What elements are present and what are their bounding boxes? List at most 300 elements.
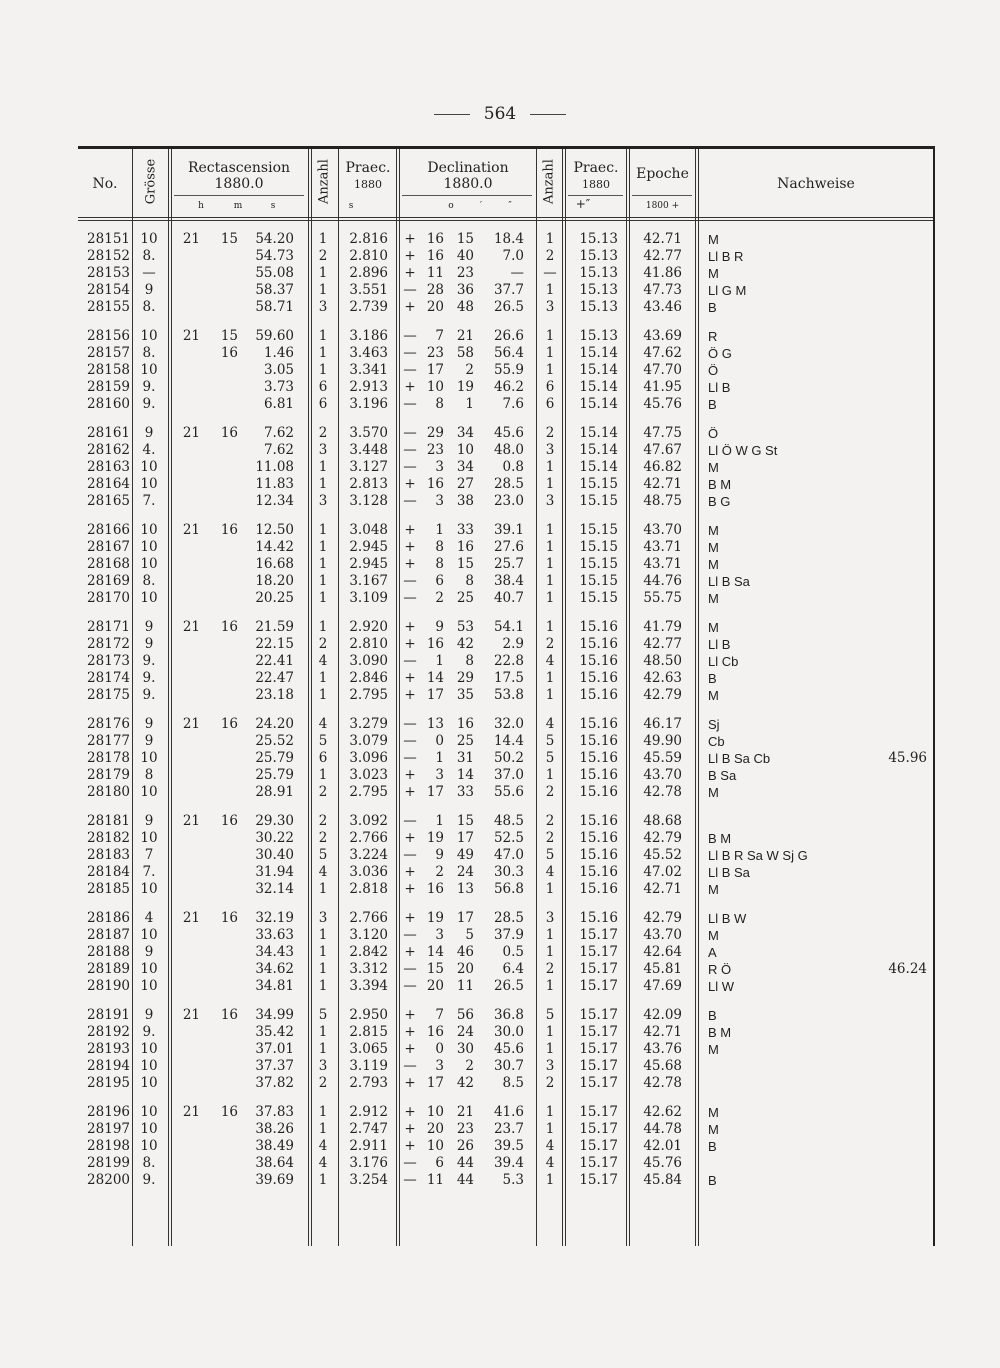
cell-n2: 5 [545, 733, 555, 749]
cell-prd: 15.15 [579, 539, 618, 555]
cell-ep: 42.77 [643, 248, 682, 264]
cell-prd: 15.14 [579, 345, 618, 361]
cell-ds: 56.4 [493, 345, 524, 361]
cell-m: 16 [220, 619, 238, 635]
cell-ds: 54.1 [493, 619, 524, 635]
cell-m: 16 [220, 345, 238, 361]
cell-ep: 49.90 [643, 733, 682, 749]
cell-n2: 5 [545, 1007, 555, 1023]
cell-sg: + [404, 881, 416, 897]
cell-s: 58.37 [255, 282, 294, 298]
cell-no: 28159 [87, 379, 130, 395]
cell-pra: 3.570 [349, 425, 388, 441]
cell-n2: 2 [545, 830, 555, 846]
cell-s: 38.49 [255, 1138, 294, 1154]
cell-ds: 14.4 [493, 733, 524, 749]
cell-d: 16 [426, 231, 444, 247]
cell-n1: 3 [318, 442, 328, 458]
cell-pra: 3.448 [349, 442, 388, 458]
cell-gr: 9 [144, 282, 154, 298]
cell-sg: — [403, 733, 417, 749]
cell-dm: 58 [456, 345, 474, 361]
cell-pra: 3.463 [349, 345, 388, 361]
header-praec2-year: 1880 [582, 178, 610, 191]
cell-ds: — [510, 265, 524, 281]
cell-nw: Ll B Sa [708, 574, 750, 589]
header-anzahl2: Anzahl [541, 159, 557, 204]
cell-n2: 1 [545, 1121, 555, 1137]
table-row [78, 767, 933, 784]
table-row [78, 1058, 933, 1075]
table-row [78, 1075, 933, 1092]
cell-prd: 15.16 [579, 670, 618, 686]
cell-dm: 21 [456, 1104, 474, 1120]
cell-ep: 42.09 [643, 1007, 682, 1023]
table-row [78, 590, 933, 607]
cell-d: 1 [435, 813, 444, 829]
cell-nw: M [708, 688, 719, 703]
cell-side-value: 46.24 [888, 961, 927, 977]
cell-n1: 6 [318, 379, 328, 395]
cell-s: 23.18 [255, 687, 294, 703]
row-group [78, 522, 933, 607]
cell-gr: 9. [142, 396, 156, 412]
cell-nw: Sj [708, 717, 720, 732]
cell-prd: 15.13 [579, 248, 618, 264]
cell-ds: 40.7 [493, 590, 524, 606]
page-number-dash-right [530, 114, 566, 115]
cell-sg: + [404, 944, 416, 960]
cell-nw: Ö G [708, 346, 732, 361]
cell-nw: Ö [708, 363, 719, 378]
cell-pra: 2.795 [349, 687, 388, 703]
cell-ep: 45.76 [643, 396, 682, 412]
cell-gr: 10 [140, 961, 158, 977]
cell-n1: 4 [318, 653, 328, 669]
cell-n1: 5 [318, 847, 328, 863]
cell-d: 3 [435, 767, 444, 783]
cell-s: 25.52 [255, 733, 294, 749]
cell-no: 28172 [87, 636, 130, 652]
table-row [78, 345, 933, 362]
cell-n2: 1 [545, 767, 555, 783]
cell-nw: M [708, 620, 719, 635]
cell-pra: 2.896 [349, 265, 388, 281]
cell-nw: A [708, 945, 717, 960]
cell-dm: 26 [456, 1138, 474, 1154]
cell-dm: 25 [456, 590, 474, 606]
cell-no: 28188 [87, 944, 130, 960]
cell-ds: 6.4 [502, 961, 524, 977]
cell-d: 13 [426, 716, 444, 732]
cell-dm: 36 [456, 282, 474, 298]
cell-sg: — [403, 573, 417, 589]
table-row [78, 961, 933, 978]
cell-n1: 1 [318, 231, 328, 247]
table-row [78, 944, 933, 961]
cell-pra: 3.023 [349, 767, 388, 783]
cell-h: 21 [182, 522, 200, 538]
cell-s: 30.22 [255, 830, 294, 846]
cell-ds: 37.7 [493, 282, 524, 298]
cell-dm: 15 [456, 231, 474, 247]
cell-n1: 4 [318, 716, 328, 732]
cell-side-value: 45.96 [888, 750, 927, 766]
cell-nw: M [708, 266, 719, 281]
cell-n2: 1 [545, 282, 555, 298]
cell-n1: 1 [318, 556, 328, 572]
cell-s: 54.73 [255, 248, 294, 264]
cell-prd: 15.16 [579, 784, 618, 800]
cell-gr: 10 [140, 556, 158, 572]
cell-n1: 3 [318, 493, 328, 509]
cell-ep: 42.77 [643, 636, 682, 652]
table-row [78, 573, 933, 590]
cell-ds: 30.3 [493, 864, 524, 880]
cell-ds: 26.5 [493, 978, 524, 994]
cell-d: 3 [435, 459, 444, 475]
cell-pra: 3.254 [349, 1172, 388, 1188]
cell-s: 28.91 [255, 784, 294, 800]
cell-nw: B M [708, 477, 732, 492]
cell-dm: 15 [456, 813, 474, 829]
cell-n1: 1 [318, 978, 328, 994]
cell-sg: — [403, 1058, 417, 1074]
cell-gr: 10 [140, 784, 158, 800]
cell-prd: 15.13 [579, 265, 618, 281]
cell-gr: 9 [144, 944, 154, 960]
cell-s: 59.60 [255, 328, 294, 344]
cell-sg: — [403, 590, 417, 606]
cell-n2: 1 [545, 345, 555, 361]
cell-nw: Ll B Sa [708, 865, 750, 880]
cell-ds: 7.0 [502, 248, 524, 264]
cell-ep: 41.95 [643, 379, 682, 395]
cell-dm: 27 [456, 476, 474, 492]
cell-pra: 2.950 [349, 1007, 388, 1023]
cell-nw: B [708, 397, 717, 412]
cell-no: 28170 [87, 590, 130, 606]
cell-s: 25.79 [255, 750, 294, 766]
cell-pra: 3.036 [349, 864, 388, 880]
cell-gr: 9 [144, 636, 154, 652]
cell-pra: 2.766 [349, 830, 388, 846]
header-praec2-unit: +″ [575, 197, 591, 211]
cell-nw: B M [708, 1025, 732, 1040]
cell-ep: 42.62 [643, 1104, 682, 1120]
cell-nw: Ll B W [708, 911, 747, 926]
cell-ep: 42.79 [643, 910, 682, 926]
cell-gr: 8 [144, 767, 154, 783]
cell-m: 15 [220, 231, 238, 247]
cell-nw: M [708, 591, 719, 606]
cell-ds: 38.4 [493, 573, 524, 589]
table-row [78, 653, 933, 670]
cell-prd: 15.16 [579, 653, 618, 669]
cell-nw: Ll G M [708, 283, 747, 298]
cell-ep: 46.17 [643, 716, 682, 732]
cell-d: 19 [426, 910, 444, 926]
cell-s: 20.25 [255, 590, 294, 606]
cell-pra: 3.065 [349, 1041, 388, 1057]
table-row [78, 864, 933, 881]
cell-no: 28197 [87, 1121, 130, 1137]
cell-gr: 8. [142, 299, 156, 315]
cell-d: 2 [435, 590, 444, 606]
cell-ds: 7.6 [502, 396, 524, 412]
cell-dm: 42 [456, 636, 474, 652]
cell-n2: 2 [545, 961, 555, 977]
table-row [78, 362, 933, 379]
cell-sg: — [403, 442, 417, 458]
cell-n1: 4 [318, 1155, 328, 1171]
cell-n1: 2 [318, 1075, 328, 1091]
cell-dm: 40 [456, 248, 474, 264]
cell-dm: 1 [465, 396, 474, 412]
cell-dm: 24 [456, 864, 474, 880]
cell-gr: 10 [140, 1041, 158, 1057]
cell-ds: 28.5 [493, 476, 524, 492]
cell-pra: 2.766 [349, 910, 388, 926]
cell-n2: 3 [545, 910, 555, 926]
cell-n2: 3 [545, 442, 555, 458]
cell-n1: 1 [318, 328, 328, 344]
cell-ep: 41.86 [643, 265, 682, 281]
cell-gr: 10 [140, 1075, 158, 1091]
cell-dm: 44 [456, 1172, 474, 1188]
cell-pra: 2.810 [349, 636, 388, 652]
cell-pra: 2.945 [349, 556, 388, 572]
cell-n2: 4 [545, 653, 555, 669]
cell-s: 14.42 [255, 539, 294, 555]
table-row [78, 442, 933, 459]
cell-gr: 9. [142, 1172, 156, 1188]
cell-sg: + [404, 248, 416, 264]
cell-sg: + [404, 1138, 416, 1154]
cell-sg: + [404, 556, 416, 572]
cell-ep: 45.68 [643, 1058, 682, 1074]
cell-gr: 10 [140, 522, 158, 538]
cell-n2: 5 [545, 750, 555, 766]
row-group [78, 425, 933, 510]
cell-dm: 25 [456, 733, 474, 749]
cell-no: 28198 [87, 1138, 130, 1154]
cell-no: 28177 [87, 733, 130, 749]
table-row [78, 522, 933, 539]
cell-ep: 48.50 [643, 653, 682, 669]
table-row [78, 978, 933, 995]
cell-nw: M [708, 882, 719, 897]
cell-no: 28156 [87, 328, 130, 344]
cell-dm: 13 [456, 881, 474, 897]
cell-n1: 5 [318, 1007, 328, 1023]
cell-n1: 1 [318, 767, 328, 783]
cell-d: 11 [426, 1172, 444, 1188]
cell-ds: 55.6 [493, 784, 524, 800]
cell-gr: 10 [140, 830, 158, 846]
cell-nw: B [708, 1139, 717, 1154]
cell-prd: 15.16 [579, 636, 618, 652]
header-dec-unit-min: ′ [479, 201, 483, 211]
cell-sg: + [404, 299, 416, 315]
cell-pra: 3.312 [349, 961, 388, 977]
cell-gr: 9. [142, 1024, 156, 1040]
cell-nw: M [708, 1042, 719, 1057]
cell-sg: + [404, 522, 416, 538]
cell-ep: 42.64 [643, 944, 682, 960]
cell-no: 28152 [87, 248, 130, 264]
table-row [78, 248, 933, 265]
cell-ds: 39.5 [493, 1138, 524, 1154]
cell-s: 12.50 [255, 522, 294, 538]
cell-s: 22.47 [255, 670, 294, 686]
header-praec-year: 1880 [354, 178, 382, 191]
cell-gr: 9. [142, 379, 156, 395]
cell-ds: 56.8 [493, 881, 524, 897]
table-row [78, 1041, 933, 1058]
cell-s: 35.42 [255, 1024, 294, 1040]
table-row [78, 670, 933, 687]
cell-ds: 48.5 [493, 813, 524, 829]
header-groesse: Grösse [143, 158, 159, 205]
cell-s: 29.30 [255, 813, 294, 829]
cell-ds: 45.6 [493, 1041, 524, 1057]
cell-pra: 2.813 [349, 476, 388, 492]
cell-d: 17 [426, 784, 444, 800]
cell-dm: 15 [456, 556, 474, 572]
cell-d: 28 [426, 282, 444, 298]
cell-sg: + [404, 265, 416, 281]
cell-gr: 9 [144, 1007, 154, 1023]
cell-no: 28151 [87, 231, 130, 247]
cell-ds: 26.5 [493, 299, 524, 315]
cell-no: 28176 [87, 716, 130, 732]
cell-n1: 6 [318, 396, 328, 412]
cell-n2: 1 [545, 619, 555, 635]
row-group [78, 231, 933, 316]
cell-s: 38.26 [255, 1121, 294, 1137]
cell-prd: 15.17 [579, 978, 618, 994]
cell-no: 28185 [87, 881, 130, 897]
cell-dm: 16 [456, 539, 474, 555]
cell-pra: 2.920 [349, 619, 388, 635]
cell-ds: 0.8 [502, 459, 524, 475]
cell-ds: 53.8 [493, 687, 524, 703]
cell-n2: 2 [545, 425, 555, 441]
cell-sg: + [404, 670, 416, 686]
cell-gr: 10 [140, 539, 158, 555]
cell-ep: 42.01 [643, 1138, 682, 1154]
cell-gr: 9. [142, 653, 156, 669]
cell-pra: 3.048 [349, 522, 388, 538]
cell-dm: 20 [456, 961, 474, 977]
cell-ep: 45.52 [643, 847, 682, 863]
cell-n2: 1 [545, 978, 555, 994]
cell-dm: 5 [465, 927, 474, 943]
cell-gr: 8. [142, 573, 156, 589]
table-row [78, 539, 933, 556]
cell-prd: 15.14 [579, 396, 618, 412]
cell-nw: Ll B [708, 380, 731, 395]
page-number-dash-left [434, 114, 470, 115]
cell-d: 1 [435, 522, 444, 538]
cell-n2: 3 [545, 1058, 555, 1074]
cell-pra: 2.815 [349, 1024, 388, 1040]
cell-sg: + [404, 1121, 416, 1137]
cell-dm: 2 [465, 362, 474, 378]
cell-ep: 43.70 [643, 522, 682, 538]
cell-d: 3 [435, 927, 444, 943]
cell-pra: 3.176 [349, 1155, 388, 1171]
star-catalogue-table [78, 146, 935, 1246]
cell-no: 28164 [87, 476, 130, 492]
cell-d: 14 [426, 670, 444, 686]
cell-d: 1 [435, 750, 444, 766]
cell-no: 28155 [87, 299, 130, 315]
cell-prd: 15.14 [579, 379, 618, 395]
cell-prd: 15.13 [579, 328, 618, 344]
cell-d: 10 [426, 1138, 444, 1154]
table-row [78, 619, 933, 636]
cell-n1: 2 [318, 784, 328, 800]
cell-nw: Ö [708, 426, 719, 441]
cell-pra: 3.224 [349, 847, 388, 863]
cell-s: 37.82 [255, 1075, 294, 1091]
cell-d: 16 [426, 476, 444, 492]
cell-d: 20 [426, 978, 444, 994]
cell-sg: + [404, 767, 416, 783]
cell-d: 8 [435, 556, 444, 572]
cell-n2: 1 [545, 231, 555, 247]
cell-n2: 1 [545, 556, 555, 572]
cell-prd: 15.15 [579, 476, 618, 492]
cell-dm: 34 [456, 425, 474, 441]
cell-d: 9 [435, 619, 444, 635]
cell-ep: 55.75 [643, 590, 682, 606]
cell-prd: 15.16 [579, 619, 618, 635]
cell-sg: — [403, 328, 417, 344]
cell-prd: 15.17 [579, 1058, 618, 1074]
cell-no: 28196 [87, 1104, 130, 1120]
cell-gr: 10 [140, 927, 158, 943]
cell-no: 28193 [87, 1041, 130, 1057]
cell-sg: + [404, 231, 416, 247]
cell-gr: 10 [140, 459, 158, 475]
cell-m: 16 [220, 1007, 238, 1023]
table-row [78, 927, 933, 944]
cell-prd: 15.16 [579, 767, 618, 783]
cell-n2: 2 [545, 784, 555, 800]
cell-ds: 46.2 [493, 379, 524, 395]
cell-gr: 10 [140, 978, 158, 994]
cell-no: 28153 [87, 265, 130, 281]
cell-no: 28161 [87, 425, 130, 441]
cell-h: 21 [182, 716, 200, 732]
cell-s: 21.59 [255, 619, 294, 635]
cell-prd: 15.14 [579, 362, 618, 378]
cell-s: 22.15 [255, 636, 294, 652]
cell-dm: 14 [456, 767, 474, 783]
cell-ds: 36.8 [493, 1007, 524, 1023]
cell-sg: — [403, 847, 417, 863]
cell-sg: — [403, 653, 417, 669]
cell-no: 28175 [87, 687, 130, 703]
cell-ds: 8.5 [502, 1075, 524, 1091]
cell-n1: 1 [318, 670, 328, 686]
cell-ep: 43.71 [643, 539, 682, 555]
cell-n2: 1 [545, 522, 555, 538]
cell-d: 9 [435, 847, 444, 863]
